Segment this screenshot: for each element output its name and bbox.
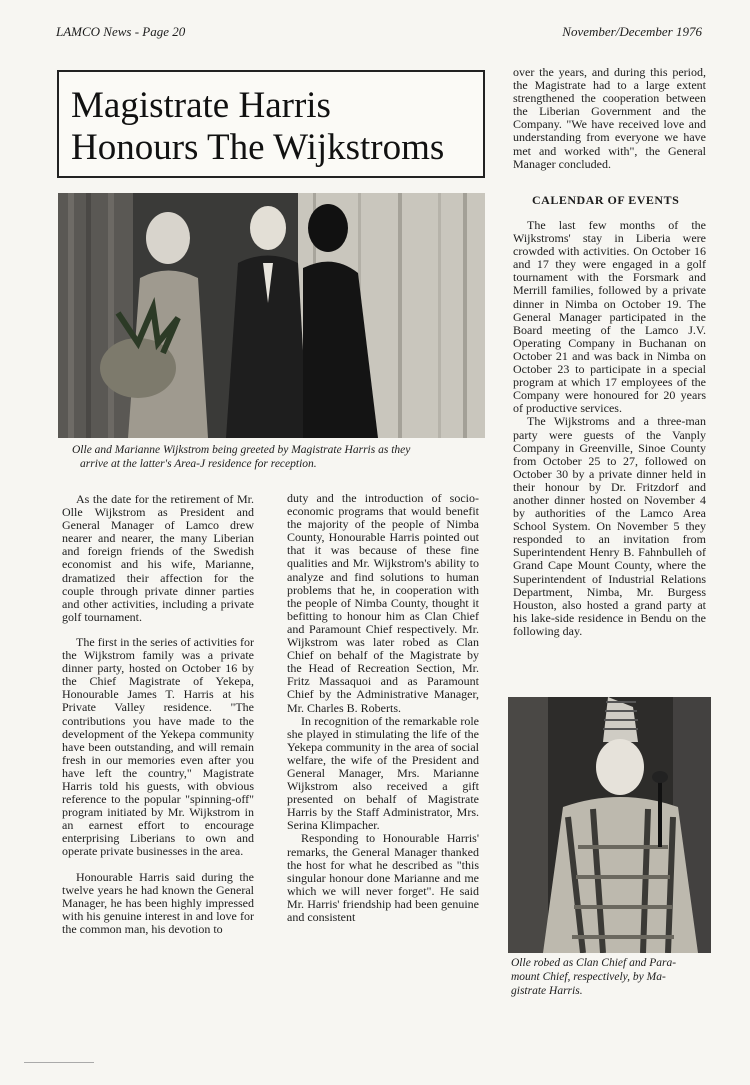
headline-line-1: Magistrate Harris bbox=[71, 85, 331, 126]
paragraph: As the date for the retirement of Mr. Olle Wijkstrom as President and General Manager of Lamco drew nearer and nearer, the many Liberian and foreign friends of the Swedish economist and his wife, Marianne, dramatized their affection for the couple through private dinner parties and other activities, including a private golf tournament. bbox=[62, 492, 254, 624]
column-2 bbox=[287, 492, 479, 924]
paragraph: The last few months of the Wijkstroms' stay in Liberia were crowded with activities. On October 16 and 17 they were engaged in a golf tournament with the Forsmark and Merrill families, followed by a private dinner in Nimba on October 19. The General Manager participated in the Board meeting of the Lamco J.V. Operating Company in Buchanan on October 21 and was back in Nimba on October 23 to participate in a special program at which 17 employees of the Company were honoured for 20 years of productive services. bbox=[513, 218, 706, 416]
paragraph: Honourable Harris said during the twelve years he had known the General Manager, he has been highly impressed with his genuine interest in and love for the common man, his devotion to bbox=[62, 869, 254, 936]
paragraph: duty and the introduction of socio-economic programs that would benefit the majority of the people of Nimba County, Honourable Harris pointed out that it was because of these fine qualities and Mr. Wijkstrom's ability to analyze and find solutions to human problems that he, in cooperation with the people of Nimba County, thought it befitting to honour him as Clan Chief and Paramount Chief respectively. Mr. Wijkstrom was later robed as Clan Chief on behalf of the Magistrate by the Head of Recreation Section, Mr. Fritz Massaquoi and as Paramount Chief by the Administrative Manager, Mr. Charles B. Roberts. bbox=[287, 491, 479, 715]
headline-line-2: Honours The Wijkstroms bbox=[71, 127, 445, 168]
caption-line: arrive at the latter's Area-J residence for reception. bbox=[80, 458, 317, 470]
footer-rule bbox=[24, 1062, 94, 1063]
greeting-photo bbox=[58, 193, 485, 438]
paragraph: Responding to Honourable Harris' remarks, the General Manager thanked the host for what he described as "this singular honour done Marianne and me which we will never forget". He said Mr. Harris' friendship had been genuine and consistent bbox=[287, 831, 479, 924]
robing-photo bbox=[508, 697, 711, 953]
column-1 bbox=[62, 493, 254, 936]
page-header-left: LAMCO News - Page 20 bbox=[56, 24, 186, 39]
page-header-right: November/December 1976 bbox=[562, 24, 702, 39]
caption-line: Olle and Marianne Wijkstrom being greeted by Magistrate Harris as they bbox=[72, 444, 411, 456]
headline-box bbox=[57, 70, 485, 178]
column-3 bbox=[513, 219, 706, 638]
paragraph: The Wijkstroms and a three-man party were guests of the Vanply Company in Greenville, Sinoe County from October 25 to 27, followed on October 30 by a private dinner held in their honour by Dr. Fritzdorf and another dinner hosted on November 4 by authorities of the Lamco Area School System. On November 5 they responded to an invitation from Superintendent Henry B. Fahnbulleh of Grand Cape Mount County, where the Superintendent of Industrial Relations Department, Nimba, Mr. Burgess Houston, also hosted a grand party at his lake-side residence in Bendu on the following day. bbox=[513, 414, 706, 638]
caption-line: gistrate Harris. bbox=[511, 985, 583, 997]
photo-caption-1 bbox=[72, 443, 482, 471]
photo-caption-2 bbox=[511, 956, 711, 998]
paragraph: over the years, and during this period, the Magistrate had to a large extent strengthened the cooperation between the Liberian Government and the Company. "We have received love and understanding from everyone we have met and worked with", the General Manager concluded. bbox=[513, 65, 706, 171]
column-3-top bbox=[513, 66, 706, 171]
calendar-subhead: CALENDAR OF EVENTS bbox=[532, 193, 680, 207]
caption-line: Olle robed as Clan Chief and Para- bbox=[511, 957, 677, 969]
paragraph: The first in the series of activities for the Wijkstrom family was a private dinner party, hosted on October 16 by the Chief Magistrate of Yekepa, Honourable James T. Harris at his Private Valley residence. "The contributions you have made to the development of the Yekepa community have been outstanding, and will remain fresh in our memories even after you have left the country," Magistrate Harris told his guests, with obvious reference to the popular "spinning-off" program initiated by Mr. Wijkstrom in an earnest effort to encourage enterprising Liberians to own and operate private businesses in the area. bbox=[62, 634, 254, 859]
paragraph: In recognition of the remarkable role she played in stimulating the life of the Yekepa community in the area of social welfare, the wife of the President and General Manager, Mrs. Marianne Wijkstrom also received a gift presented on behalf of Magistrate Harris by the Staff Administrator, Mrs. Serina Klimpacher. bbox=[287, 713, 479, 833]
caption-line: mount Chief, respectively, by Ma- bbox=[511, 971, 666, 983]
